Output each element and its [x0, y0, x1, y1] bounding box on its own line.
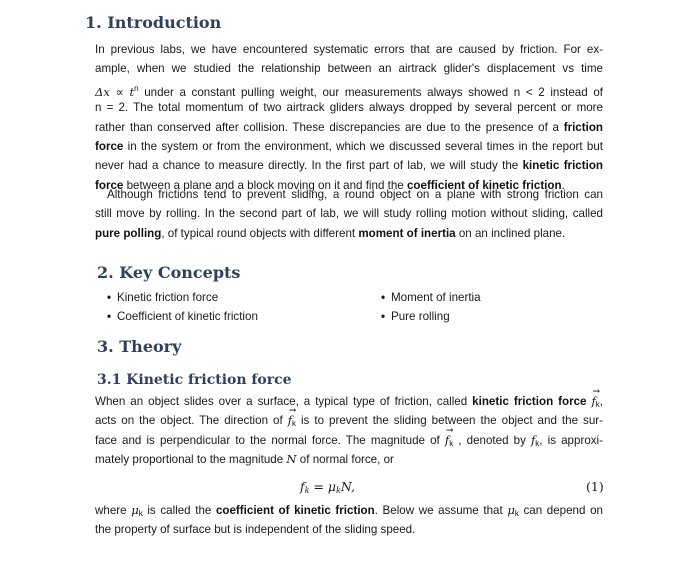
- bold-term: coefficient of kinetic friction: [215, 504, 375, 517]
- math-f-vector: → f: [288, 411, 292, 430]
- bold-term: force: [95, 178, 124, 192]
- equation-number: (1): [586, 479, 604, 494]
- math-f-vector: → f: [445, 431, 449, 450]
- list-item: • Pure rolling: [381, 308, 481, 327]
- math-subscript: k: [449, 438, 454, 448]
- list-item: • Coefficient of kinetic friction: [107, 308, 258, 327]
- text-line: $\Delta x \propto t^n$ under a constant pulling weight, our measurements always showed n < 2 instead of: [95, 83, 603, 99]
- heading-introduction: 1. Introduction: [85, 13, 222, 32]
- bold-term: coefficient of kinetic friction: [406, 178, 562, 192]
- intro-paragraph-1: [95, 40, 603, 195]
- heading-key-concepts: 2. Key Concepts: [97, 263, 241, 282]
- math-mu-k: μ: [507, 503, 515, 517]
- text-line: force in the system or from the environment, which we discussed several times in the report but: [95, 139, 603, 153]
- math-subscript: k: [535, 438, 540, 448]
- math-delta-x: Δx: [95, 84, 110, 99]
- bold-term: friction: [563, 120, 603, 134]
- text-line: never had a chance to measure directly. In the first part of lab, we will study the kinetic friction: [95, 159, 603, 173]
- key-concepts-list-left: [107, 289, 258, 326]
- list-item: • Moment of inertia: [381, 289, 481, 308]
- bold-term: kinetic friction force: [472, 395, 587, 408]
- math-f-vector: → f: [591, 392, 595, 411]
- text-line: acts on the object. The direction of → $f_k$ is to prevent the sliding between the object and the sur-: [95, 411, 603, 430]
- equation-1: $f_k = \mu_kN$,: [300, 479, 356, 495]
- text-line: where $\mu_k$ is called the coefficient of kinetic friction. Below we assume that $\mu_k$ can depend on: [95, 503, 603, 518]
- math-f-k: f: [531, 432, 536, 447]
- math-mu-k: μ: [131, 503, 139, 517]
- heading-theory: 3. Theory: [97, 337, 182, 356]
- text-line: mately proportional to the magnitude N of normal force, or: [95, 452, 394, 467]
- heading-kinetic-friction-force: 3.1 Kinetic friction force: [97, 372, 292, 388]
- math-t-power-n: t: [129, 84, 135, 99]
- kinetic-friction-paragraph: [95, 392, 603, 470]
- text-line: ample, when we studied the relationship between an airtrack glider's displacement vs time: [95, 62, 603, 76]
- text-line: pure polling, of typical round objects with different moment of inertia on an inclined plane.: [95, 226, 566, 240]
- math-subscript: k: [291, 419, 296, 429]
- text-line: Although frictions tend to prevent sliding, a round object on a plane with strong friction can: [107, 188, 603, 201]
- text-line: face and is perpendicular to the normal force. The magnitude of → $f_k$ , denoted by $f_k$, is approxi-: [95, 431, 603, 450]
- text-line: force between a plane and a block moving on it and find the coefficient of kinetic friction.: [95, 178, 565, 192]
- math-exponent: n: [134, 83, 139, 93]
- bold-term: moment of inertia: [358, 226, 456, 240]
- text-line: When an object slides over a surface, a typical type of friction, called kinetic friction force → $f_k$,: [95, 392, 603, 411]
- math-subscript: k: [595, 400, 600, 409]
- kinetic-friction-paragraph-2: [95, 501, 603, 540]
- math-n: N: [286, 452, 297, 467]
- text-line: In previous labs, we have encountered systematic errors that are caused by friction. For ex-: [95, 43, 603, 56]
- bold-term: force: [95, 139, 124, 153]
- text-line: the property of surface but is independent of the sliding speed.: [95, 523, 416, 537]
- text-line: n = 2. The total momentum of two airtrack gliders always dropped by several percent or more: [95, 101, 603, 115]
- intro-paragraph-2: [95, 185, 603, 243]
- bold-term: pure polling: [95, 226, 162, 240]
- text-line: rather than conserved after collision. These discrepancies are due to the presence of a friction: [95, 120, 603, 134]
- bold-term: kinetic friction: [522, 159, 603, 173]
- key-concepts-list-right: [381, 289, 481, 326]
- list-item: • Kinetic friction force: [107, 289, 258, 308]
- text-line: still move by rolling. In the second part of lab, we will study rolling motion without sliding, called: [95, 207, 603, 221]
